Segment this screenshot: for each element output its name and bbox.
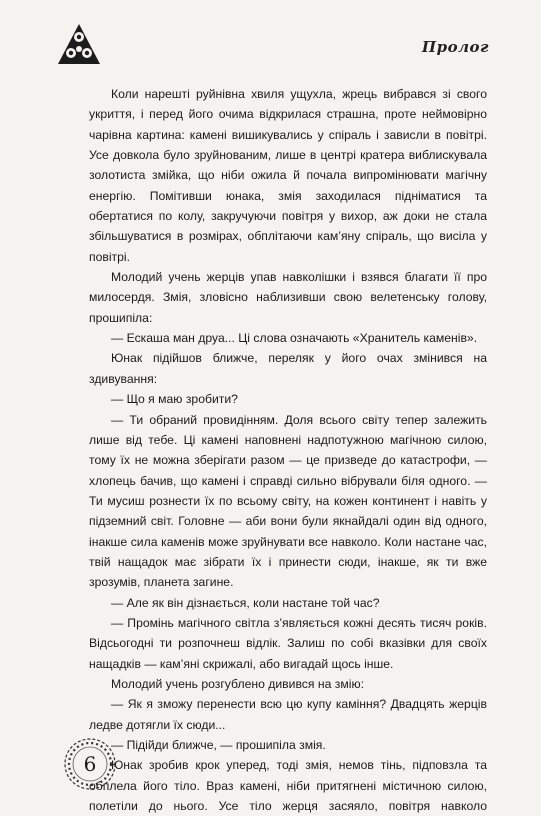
paragraph-1: Коли нарешті руйнівна хвиля ущухла, жрець вибрався зі свого укриття, і перед його очима відкрилася страшна, проте неймовірно чарівна картина: камені вишикувались у спіраль і зависли в повітрі. Усе довкола було зруйнованим, лише в центрі кратера виблискувала золотиста змійка, що ніби ожила й почала випромінювати магічну енергію. Помітивши юнака, змія заходилася підніматися та обертатися по колу, закручуючи повітря у вихор, аж доки не стала збільшуватися в розмірах, обплітаючи кам’яну спіраль, що висіла у повітрі. [89,87,487,264]
dialogue-line-5: — Промінь магічного світла з’являється кожні десять тисяч років. Відсьогодні ти розпочнеш відлік. Залиш по собі вказівки для своїх нащадків — кам’яні скрижалі, або вигадай щось інше. [89,615,487,671]
paragraph-5: Юнак зробив крок уперед, тоді змія, немов тінь, підповзла та обплела його тіло. Враз камені, ніби притягнені містичною силою, полетіли до нього. Усе тіло жерця засяяло, повітря навколо [89,758,487,814]
chapter-title: Пролог [421,38,489,56]
dialogue-line-7: — Підійди ближче, — прошипіла змія. [111,738,326,752]
dialogue-line-1: — Ескаша ман друа... Ці слова означають «Хранитель каменів». [111,331,478,346]
dialogue-line-6: — Як я зможу перенести всю цю купу каміння? Двадцять жерців ледве дотягли їх сюди... [89,697,487,732]
dialogue-line-4: — Але як він дізнається, коли настане той час? [111,595,380,610]
paragraph-2: Молодий учень жерців упав навколішки і взявся благати її про милосердя. Змія, зловісно наблизивши свою велетенську голову, прошипіла: [89,270,487,325]
paragraph-3: Юнак підійшов ближче, переляк у його очах змінився на здивування: [89,351,487,386]
body-text [89,84,487,816]
page-number: 6 [83,752,97,776]
paragraph-4: Молодий учень розгублено дивився на змію: [111,676,364,691]
dialogue-line-2: — Що я маю зробити? [111,392,238,407]
celtic-triquetra-icon [56,22,102,68]
dialogue-line-3: — Ти обраний провидінням. Доля всього світу тепер залежить лише від тебе. Ці камені наповнені надпотужною магічною силою, тому їх не можна зберігати разом — це призведе до катастрофи, — хлопець бачив, що камені і справді сильно вібрували біля одного. — Ти мусиш рознести їх по всьому світу, на кожен континент і навіть у підземний світ. Головне — аби вони були якнайдалі один від одного, інакше сила каменів може зруйнувати все навколо. Коли настане час, твій нащадок має зібрати їх і принести сюди, інакше, як ти вже зрозумів, планета загине. [89,412,487,590]
